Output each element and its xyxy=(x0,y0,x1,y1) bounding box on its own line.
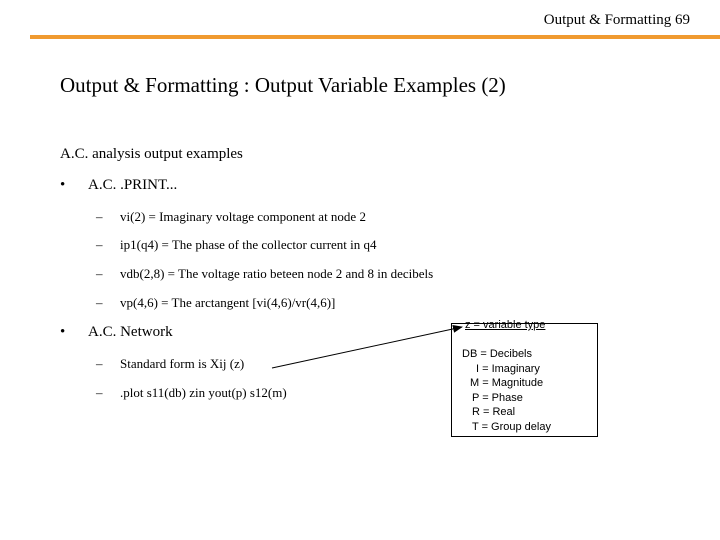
sub-item-text: Standard form is Xij (z) xyxy=(120,356,245,371)
header-slide-number: Output & Formatting 69 xyxy=(543,12,690,28)
variable-type-line: R = Real xyxy=(472,406,516,418)
sub-item-text: vp(4,6) = The arctangent [vi(4,6)/vr(4,6)] xyxy=(120,295,336,310)
variable-type-line: P = Phase xyxy=(472,392,523,404)
arrow-line xyxy=(272,327,462,368)
variable-type-line: M = Magnitude xyxy=(470,377,544,389)
dash-marker: – xyxy=(96,356,103,371)
sub-item-text: vdb(2,8) = The voltage ratio beteen node 2 and 8 in decibels xyxy=(120,266,434,281)
sub-item-text: ip1(q4) = The phase of the collector current in q4 xyxy=(120,237,377,252)
dash-marker: – xyxy=(96,209,103,224)
bullet-marker: • xyxy=(60,324,66,340)
page-title: Output & Formatting : Output Variable Examples (2) xyxy=(60,73,506,97)
variable-type-line: T = Group delay xyxy=(472,421,551,433)
variable-type-line: I = Imaginary xyxy=(476,363,540,375)
bullet-label: A.C. .PRINT... xyxy=(88,177,178,193)
variable-type-line: DB = Decibels xyxy=(462,348,533,360)
intro-text: A.C. analysis output examples xyxy=(60,146,243,162)
variable-type-heading: z = variable type xyxy=(465,319,546,331)
dash-marker: – xyxy=(96,266,103,281)
bullet-marker: • xyxy=(60,177,66,193)
dash-marker: – xyxy=(96,237,103,252)
sub-item-text: .plot s11(db) zin yout(p) s12(m) xyxy=(120,385,287,400)
bullet-label: A.C. Network xyxy=(88,324,173,340)
sub-item-text: vi(2) = Imaginary voltage component at node 2 xyxy=(120,209,366,224)
dash-marker: – xyxy=(96,385,103,400)
dash-marker: – xyxy=(96,295,103,310)
